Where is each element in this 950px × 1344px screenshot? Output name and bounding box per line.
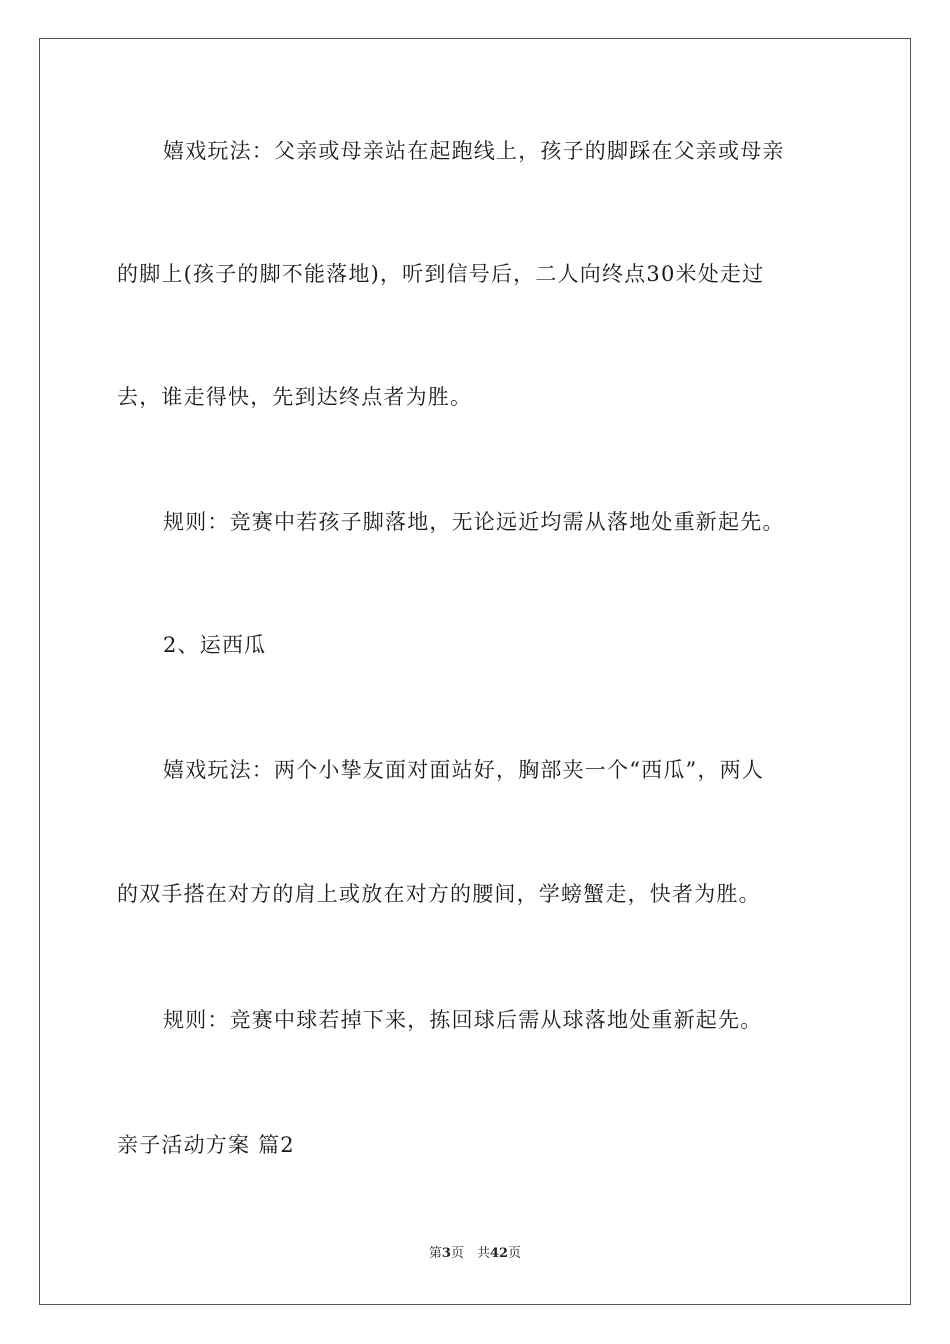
footer-page-current: 3 bbox=[441, 1246, 451, 1261]
footer-page-prefix: 第 bbox=[428, 1246, 442, 1261]
footer-page-mid: 页 共 bbox=[450, 1246, 490, 1261]
section-heading: 2、运西瓜 bbox=[163, 633, 267, 657]
paragraph-line: 规则：竞赛中若孩子脚落地，无论远近均需从落地处重新起先。 bbox=[163, 510, 785, 534]
footer-page-suffix: 页 bbox=[508, 1246, 522, 1261]
paragraph-line: 规则：竞赛中球若掉下来，拣回球后需从球落地处重新起先。 bbox=[163, 1008, 763, 1032]
paragraph-line: 去，谁走得快，先到达终点者为胜。 bbox=[117, 385, 473, 409]
footer-page-total: 42 bbox=[489, 1246, 509, 1261]
section-title: 亲子活动方案 篇2 bbox=[117, 1133, 295, 1157]
page-footer bbox=[0, 1245, 950, 1263]
paragraph-line: 的脚上(孩子的脚不能落地)，听到信号后，二人向终点30米处走过 bbox=[117, 262, 765, 286]
paragraph-line: 嬉戏玩法：两个小挚友面对面站好，胸部夹一个“西瓜”，两人 bbox=[163, 758, 765, 782]
paragraph-line: 嬉戏玩法：父亲或母亲站在起跑线上，孩子的脚踩在父亲或母亲 bbox=[163, 139, 785, 163]
page-frame bbox=[39, 38, 911, 1305]
paragraph-line: 的双手搭在对方的肩上或放在对方的腰间，学螃蟹走，快者为胜。 bbox=[117, 882, 761, 906]
